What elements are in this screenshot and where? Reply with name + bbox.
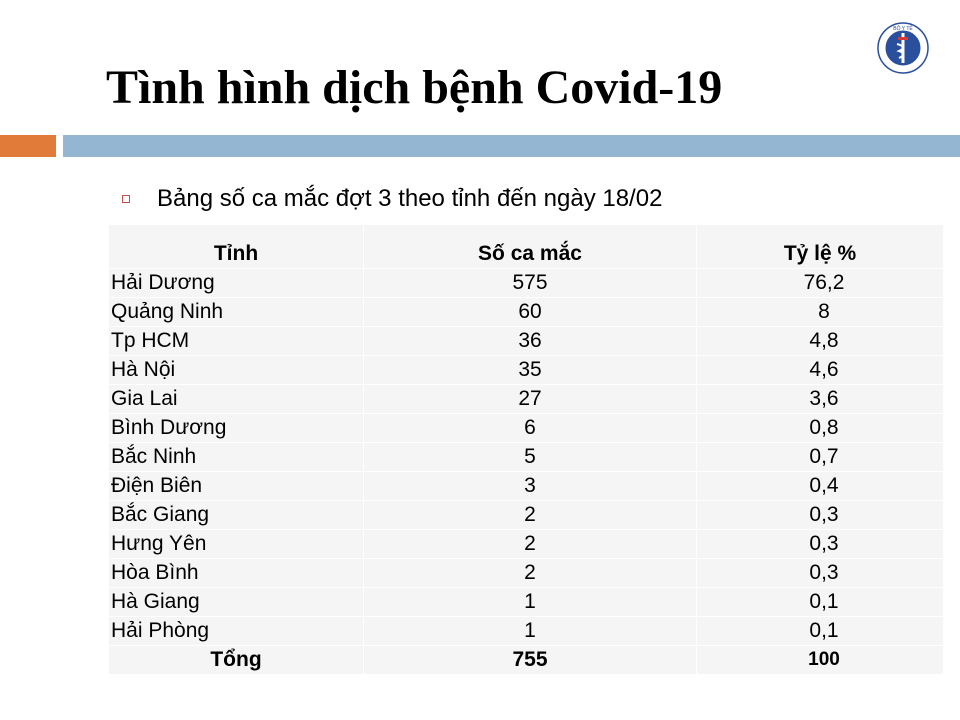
cases-cell: 1 <box>364 588 697 617</box>
table-row <box>109 327 944 356</box>
percent-cell: 0,1 <box>697 617 944 646</box>
cases-cell: 2 <box>364 530 697 559</box>
cases-cell: 2 <box>364 559 697 588</box>
province-cell: Điện Biên <box>109 472 364 501</box>
percent-cell: 0,3 <box>697 559 944 588</box>
cases-table <box>108 224 944 675</box>
title-accent-bar-orange <box>0 135 56 157</box>
percent-cell: 0,7 <box>697 443 944 472</box>
percent-cell: 0,8 <box>697 414 944 443</box>
province-cell: Bắc Giang <box>109 501 364 530</box>
table-row <box>109 617 944 646</box>
table-row <box>109 385 944 414</box>
province-cell: Hà Giang <box>109 588 364 617</box>
slide-title: Tình hình dịch bệnh Covid-19 <box>106 61 723 114</box>
cases-cell: 36 <box>364 327 697 356</box>
cases-cell: 6 <box>364 414 697 443</box>
table-row <box>109 356 944 385</box>
province-cell: Gia Lai <box>109 385 364 414</box>
percent-cell: 0,3 <box>697 530 944 559</box>
percent-cell: 4,6 <box>697 356 944 385</box>
ministry-of-health-logo <box>877 22 929 74</box>
header-percent: Tỷ lệ % <box>697 225 944 269</box>
province-cell: Hải Dương <box>109 269 364 298</box>
table-header-row <box>109 225 944 269</box>
table-row <box>109 530 944 559</box>
percent-cell: 4,8 <box>697 327 944 356</box>
percent-cell: 76,2 <box>697 269 944 298</box>
table-row <box>109 414 944 443</box>
province-cell: Hòa Bình <box>109 559 364 588</box>
percent-cell: 0,4 <box>697 472 944 501</box>
total-percent: 100 <box>697 646 944 675</box>
province-cell: Hưng Yên <box>109 530 364 559</box>
square-bullet-icon <box>122 195 130 203</box>
bullet-text: Bảng số ca mắc đợt 3 theo tỉnh đến ngày 18/02 <box>157 185 663 212</box>
table-total-row <box>109 646 944 675</box>
cases-cell: 27 <box>364 385 697 414</box>
percent-cell: 0,1 <box>697 588 944 617</box>
province-cell: Bình Dương <box>109 414 364 443</box>
table-row <box>109 298 944 327</box>
table-row <box>109 559 944 588</box>
table-row <box>109 588 944 617</box>
table-row <box>109 269 944 298</box>
percent-cell: 3,6 <box>697 385 944 414</box>
province-cell: Hà Nội <box>109 356 364 385</box>
table-row <box>109 501 944 530</box>
province-cell: Bắc Ninh <box>109 443 364 472</box>
cases-cell: 575 <box>364 269 697 298</box>
cases-cell: 60 <box>364 298 697 327</box>
header-province: Tỉnh <box>109 225 364 269</box>
percent-cell: 0,3 <box>697 501 944 530</box>
total-cases: 755 <box>364 646 697 675</box>
percent-cell: 8 <box>697 298 944 327</box>
logo-text: BỘ Y TẾ <box>893 26 913 32</box>
province-cell: Tp HCM <box>109 327 364 356</box>
cases-cell: 5 <box>364 443 697 472</box>
cases-cell: 3 <box>364 472 697 501</box>
cases-cell: 1 <box>364 617 697 646</box>
cases-cell: 2 <box>364 501 697 530</box>
table-row <box>109 443 944 472</box>
total-label: Tổng <box>109 646 364 675</box>
table-row <box>109 472 944 501</box>
title-accent-bar-blue <box>63 135 960 157</box>
header-cases: Số ca mắc <box>364 225 697 269</box>
province-cell: Hải Phòng <box>109 617 364 646</box>
cases-cell: 35 <box>364 356 697 385</box>
province-cell: Quảng Ninh <box>109 298 364 327</box>
